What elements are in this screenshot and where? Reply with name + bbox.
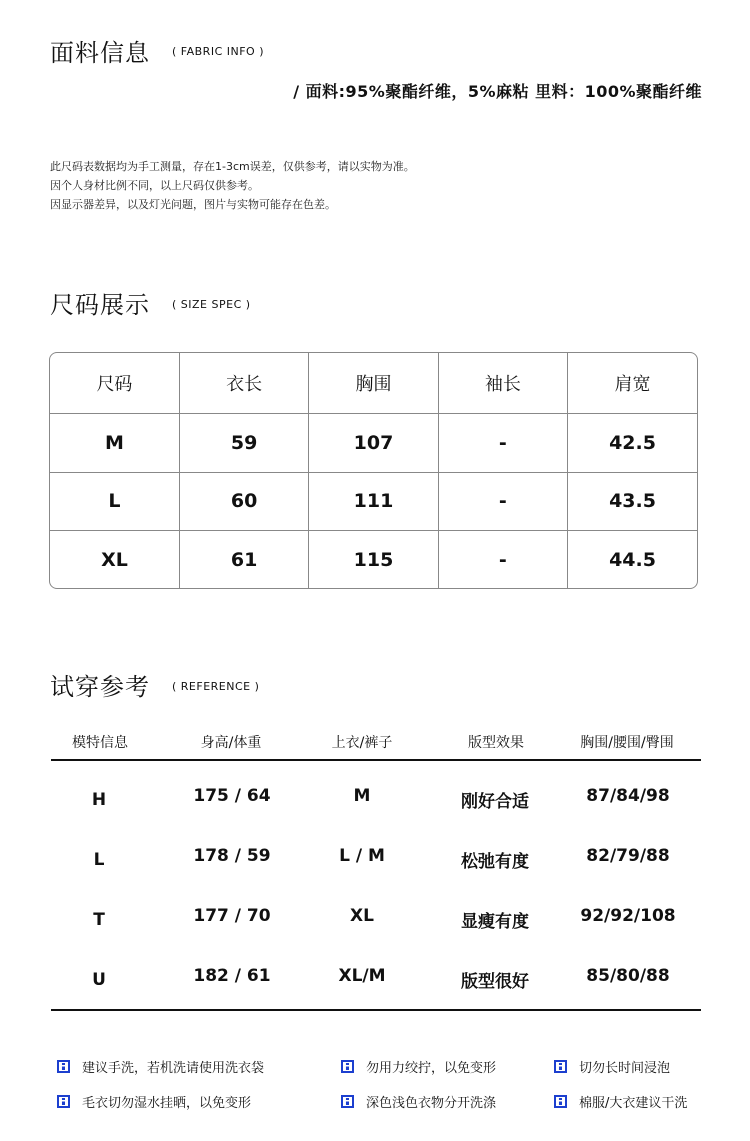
care-item-label: 深色浅色衣物分开洗涤: [366, 1096, 497, 1111]
reference-cell: 显瘦有度: [461, 912, 529, 932]
size-cell: 61: [179, 531, 308, 588]
reference-cell: 刚好合适: [461, 792, 529, 812]
size-notes: [50, 157, 415, 214]
size-table-header: [50, 353, 697, 414]
care-item-label: 棉服/大衣建议干洗: [579, 1096, 688, 1111]
size-cell: -: [438, 414, 567, 473]
reference-cell: 松弛有度: [461, 852, 529, 872]
size-section-subtitle: ( SIZE SPEC ): [172, 298, 251, 311]
reference-header-cell: 模特信息: [72, 735, 128, 751]
reference-cell: U: [92, 970, 106, 990]
reference-cell: T: [93, 910, 105, 930]
size-cell: 107: [309, 414, 438, 473]
size-table-row: [50, 531, 697, 588]
reference-cell: XL/M: [338, 966, 386, 986]
size-header-cell: 尺码: [50, 353, 179, 414]
reference-cell: 182 / 61: [193, 966, 271, 986]
size-header-cell: 肩宽: [568, 353, 697, 414]
reference-cell: H: [91, 790, 107, 810]
reference-header-cell: 身高/体重: [200, 735, 262, 751]
reference-cell: 92/92/108: [580, 906, 676, 926]
reference-cell: 82/79/88: [586, 846, 670, 866]
note-line: 因个人身材比例不同，以上尺码仅供参考。: [50, 179, 259, 192]
care-item-label: 建议手洗，若机洗请使用洗衣袋: [82, 1061, 265, 1076]
reference-cell: 178 / 59: [193, 846, 271, 866]
note-line: 因显示器差异，以及灯光问题，图片与实物可能存在色差。: [50, 198, 336, 211]
size-cell: 111: [309, 472, 438, 531]
size-table: [49, 352, 698, 589]
h-square-icon: H: [555, 1060, 566, 1073]
size-cell: 43.5: [568, 472, 697, 531]
fabric-section-subtitle: ( FABRIC INFO ): [172, 45, 264, 58]
size-table-row: [50, 472, 697, 531]
reference-section-subtitle: ( REFERENCE ): [172, 680, 260, 693]
size-cell: L: [50, 472, 179, 531]
h-square-icon: H: [342, 1095, 353, 1108]
reference-cell: 87/84/98: [586, 786, 670, 806]
care-item: [341, 1057, 496, 1076]
size-cell: 60: [179, 472, 308, 531]
reference-top-rule: [51, 759, 701, 761]
fabric-section-title: 面料信息: [50, 39, 150, 67]
care-item: [57, 1092, 251, 1111]
size-cell: 115: [309, 531, 438, 588]
size-header-cell: 袖长: [438, 353, 567, 414]
fabric-composition: / 面料:95%聚酯纤维，5%麻粘 里料：100%聚酯纤维: [293, 82, 702, 101]
care-item: [554, 1057, 670, 1076]
size-header-cell: 胸围: [309, 353, 438, 414]
care-item: [57, 1057, 264, 1076]
size-cell: XL: [50, 531, 179, 588]
size-cell: -: [438, 531, 567, 588]
h-square-icon: H: [58, 1095, 69, 1108]
care-item-label: 毛衣切勿湿水挂晒，以免变形: [82, 1096, 252, 1111]
care-item: [554, 1092, 687, 1111]
reference-cell: XL: [350, 906, 374, 926]
reference-cell: L: [93, 850, 105, 870]
h-square-icon: H: [58, 1060, 69, 1073]
reference-cell: 85/80/88: [586, 966, 670, 986]
reference-cell: 175 / 64: [193, 786, 271, 806]
reference-section-title: 试穿参考: [50, 673, 150, 701]
h-square-icon: H: [342, 1060, 353, 1073]
h-square-icon: H: [555, 1095, 566, 1108]
reference-bottom-rule: [51, 1009, 701, 1011]
size-cell: 44.5: [609, 548, 656, 571]
size-cell: -: [438, 472, 567, 531]
reference-cell: M: [353, 786, 371, 806]
size-cell: M: [50, 414, 179, 473]
care-item-label: 切勿长时间浸泡: [579, 1061, 671, 1076]
reference-cell: L / M: [339, 846, 385, 866]
reference-cell: 177 / 70: [193, 906, 271, 926]
reference-header-cell: 胸围/腰围/臀围: [580, 735, 674, 751]
reference-header-cell: 上衣/裤子: [331, 735, 393, 751]
reference-header-cell: 版型效果: [468, 735, 524, 751]
note-line: 此尺码表数据均为手工测量，存在1-3cm误差，仅供参考，请以实物为准。: [50, 160, 415, 173]
size-cell: 59: [179, 414, 308, 473]
size-cell: 42.5: [568, 414, 697, 473]
size-table-row: [50, 414, 697, 473]
care-item-label: 勿用力绞拧，以免变形: [366, 1061, 497, 1076]
size-header-cell: 衣长: [179, 353, 308, 414]
care-item: [341, 1092, 496, 1111]
size-section-title: 尺码展示: [50, 291, 150, 319]
reference-cell: 版型很好: [461, 972, 529, 992]
